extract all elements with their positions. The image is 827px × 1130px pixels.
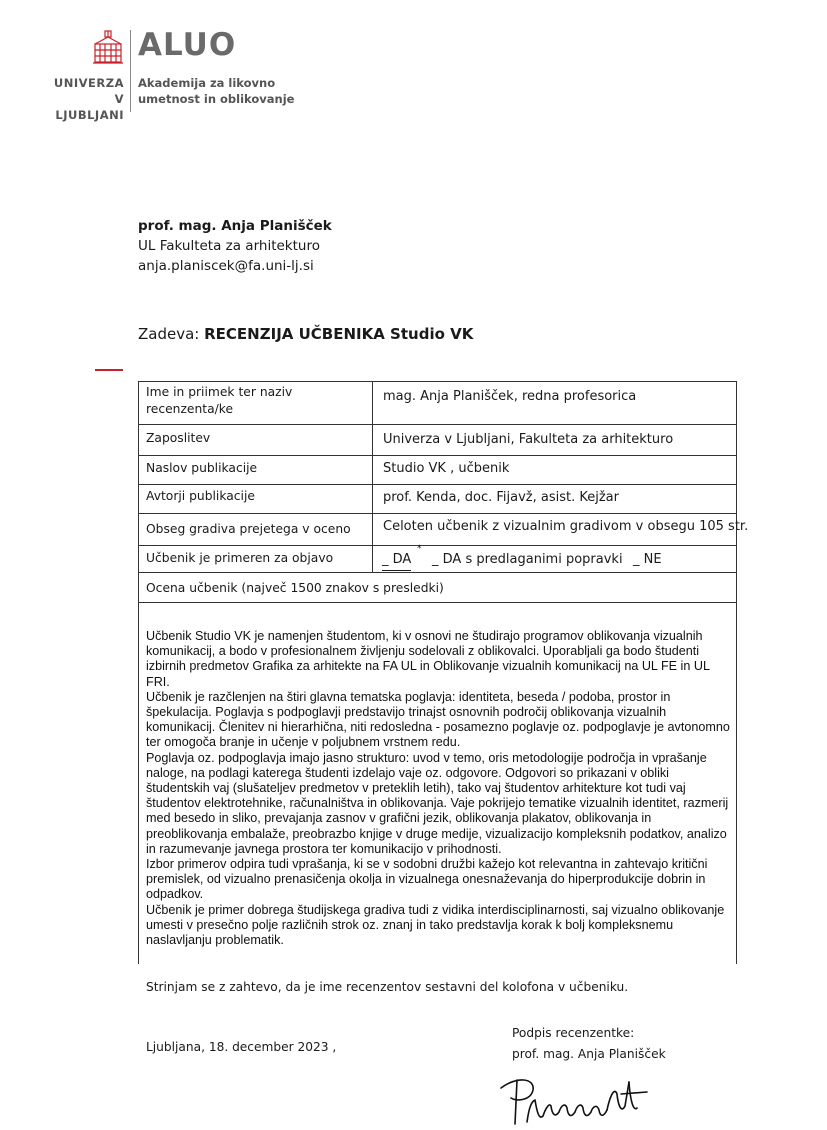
- table-rule: [138, 424, 736, 425]
- table-rule: [138, 381, 736, 382]
- recipient-name: prof. mag. Anja Planišček: [138, 218, 332, 234]
- table-row-label: Ime in priimek ter naziv recenzenta/ke: [146, 385, 293, 416]
- table-row-label: Učbenik je primeren za objavo: [146, 551, 334, 565]
- table-rule: [138, 513, 736, 514]
- signature-name: prof. mag. Anja Planišček: [512, 1047, 666, 1061]
- recipient-institution: UL Fakulteta za arhitekturo: [138, 238, 320, 254]
- review-paragraph: Učbenik Studio VK je namenjen študentom, ki v osnovi ne študirajo programov oblikovanja vizualnih komunikacij, a bodo v profesionalnem življenju sodelovali z oblikovalci. Uporabljali ga bodo študenti izbirnih predmetov Grafika za arhitekte na FA UL in Oblikovanje vizualnih komunikacij na UL FE in UL FRI.: [146, 629, 710, 689]
- subject-label: Zadeva:: [138, 325, 200, 343]
- approval-option-yes[interactable]: _ DA: [382, 551, 411, 571]
- table-rule: [138, 602, 736, 603]
- table-rule: [138, 545, 736, 546]
- university-name-line1: UNIVERZA: [53, 76, 124, 90]
- subject-line: [138, 325, 473, 343]
- approval-option-with-fixes[interactable]: _ DA s predlaganimi popravki: [432, 552, 623, 567]
- university-building-icon: [93, 30, 123, 64]
- signature-block: [512, 1023, 666, 1065]
- place-and-date: Ljubljana, 18. december 2023 ,: [146, 1040, 337, 1054]
- review-paragraph: Učbenik je razčlenjen na štiri glavna tematska poglavja: identiteta, beseda / podoba, prostor in špekulacija. Poglavja s podpoglavji predstavijo trinajst osnovnih področij oblikovanja vizualnih komunikacij. Členitev ni hierarhična, niti redosledna - posamezno poglavje oz. podpoglavje je avtonomno ter omogoča branje in učenje v poljubnem vrstnem redu.: [146, 689, 730, 750]
- approval-option-no[interactable]: _ NE: [633, 552, 662, 567]
- table-row-label: Naslov publikacije: [146, 461, 258, 475]
- table-row-label: Avtorji publikacije: [146, 489, 255, 503]
- review-paragraph: Poglavja oz. podpoglavja imajo jasno strukturo: uvod v temo, oris metodologije področja in vprašanje naloge, na podlagi katerega študenti izdelajo vaje oz. odgovore. Odgovori so prikazani v obliki študentskih vaj (slušateljev predmetov v preteklih letih), tako vaj študentov arhitekture kot tudi vaj študentov elektrotehnike, računalništva in oblikovanja. Vaje pokrijejo tematike vizualnih identitet, razmerij med besedo in sliko, prevajanja zasnov v grafični jezik, oblikovanja plakatov, oblikovanja in preoblikovanja embalaže, preobrazbo knjige v druge medije, vizualizacijo kompleksnih podatkov, analizo in razumevanje javnega prostora ter komunikacijo v prihodnosti.: [146, 750, 729, 856]
- handwritten-signature: [497, 1072, 652, 1127]
- table-rule: [138, 572, 736, 573]
- table-border: [736, 381, 737, 964]
- table-row-value: Univerza v Ljubljani, Fakulteta za arhitekturo: [383, 432, 674, 447]
- academy-name-line2: umetnost in oblikovanje: [138, 92, 295, 106]
- table-row-value: prof. Kenda, doc. Fijavž, asist. Kejžar: [383, 490, 619, 505]
- logo-divider: [130, 30, 131, 112]
- approval-asterisk: *: [417, 544, 422, 554]
- subject-title: RECENZIJA UČBENIKA Studio VK: [204, 325, 474, 343]
- review-paragraph: Učbenik je primer dobrega študijskega gradiva tudi z vidika interdisciplinarnosti, saj vizualno oblikovanje umesti v presečno polje različnih strok oz. znanj in tako predstavlja korak k bolj kompleksnemu naslavljanju problematik.: [146, 902, 725, 948]
- table-row-label: Zaposlitev: [146, 431, 211, 445]
- table-row-value: mag. Anja Planišček, redna profesorica: [383, 389, 637, 404]
- table-row-label: Obseg gradiva prejetega v oceno: [146, 522, 351, 536]
- academy-name-line1: Akademija za likovno: [138, 76, 276, 90]
- review-section-label: Ocena učbenik (največ 1500 znakov s presledki): [146, 581, 444, 595]
- red-accent-mark: [95, 369, 123, 371]
- table-row-value: Studio VK , učbenik: [383, 461, 510, 476]
- review-text: [146, 629, 734, 948]
- review-paragraph: Izbor primerov odpira tudi vprašanja, ki se v sodobni družbi kažejo kot relevantna in zahtevajo kritični premislek, od vizualno prenasičenja okolja in vizualnega onesnaževanja do hiperprodukcije dobrin in odpadkov.: [146, 857, 708, 902]
- academy-name: [138, 75, 294, 107]
- recipient-block: [138, 216, 332, 276]
- agreement-statement: Strinjam se z zahtevo, da je ime recenzentov sestavni del kolofona v učbeniku.: [146, 980, 629, 994]
- university-name: [47, 75, 124, 123]
- table-rule: [138, 484, 736, 485]
- table-border: [138, 381, 139, 964]
- recipient-email[interactable]: anja.planiscek@fa.uni-lj.si: [138, 258, 314, 274]
- logo-wordmark: ALUO: [138, 27, 237, 63]
- table-border: [372, 381, 373, 572]
- university-name-line2: V LJUBLJANI: [55, 92, 124, 122]
- signature-label: Podpis recenzentke:: [512, 1026, 635, 1040]
- table-rule: [138, 455, 736, 456]
- table-row-value: Celoten učbenik z vizualnim gradivom v obsegu 105 str.: [383, 519, 749, 534]
